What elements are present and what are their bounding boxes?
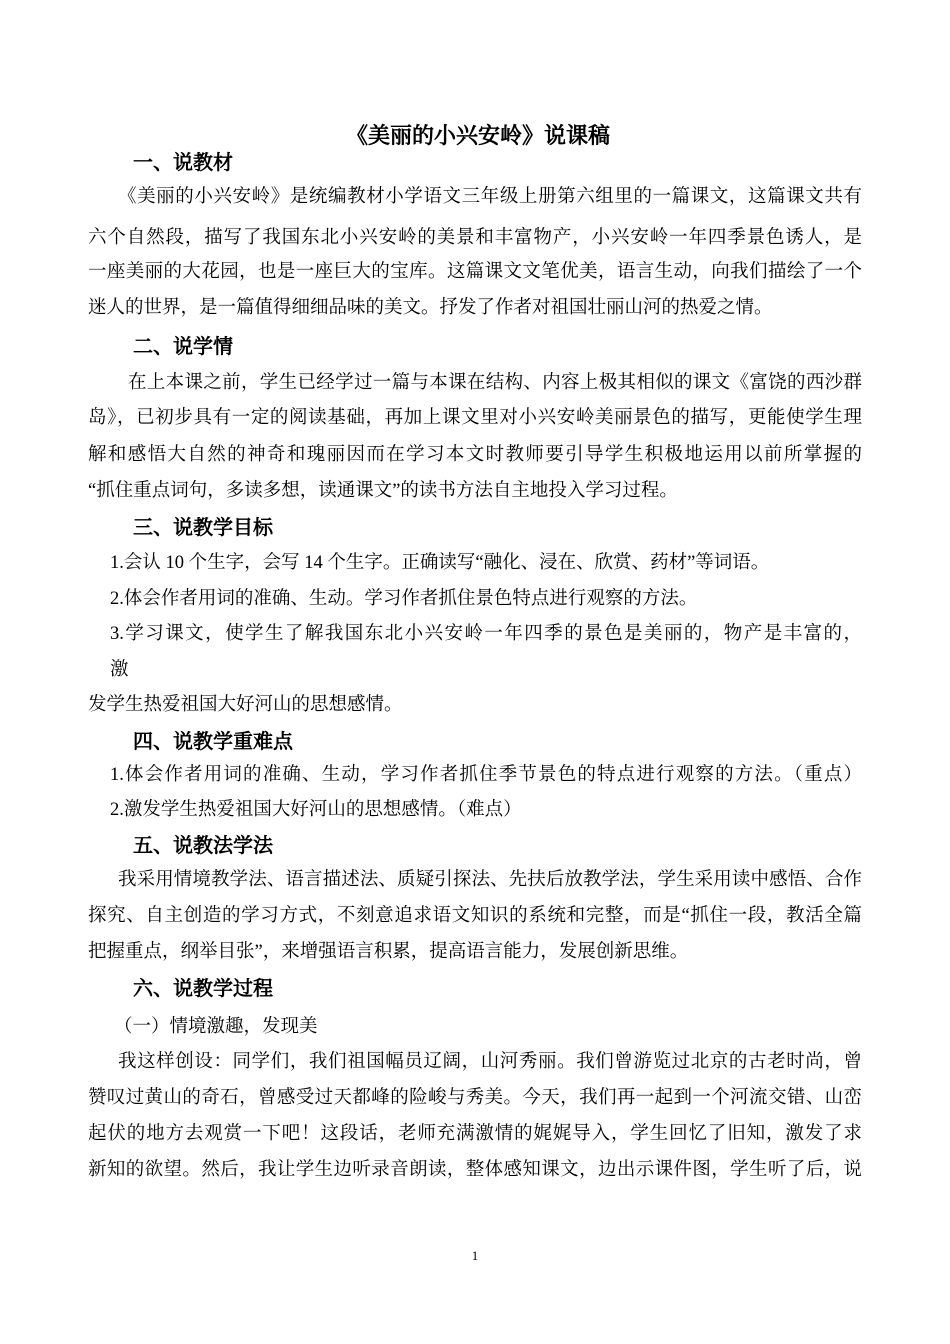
list-item: 3.学习课文，使学生了解我国东北小兴安岭一年四季的景色是美丽的，物产是丰富的， xyxy=(110,624,862,644)
paragraph-line: 在上本课之前，学生已经学过一篇与本课在结构、内容上极其相似的课文《富饶的西沙群 xyxy=(128,373,862,393)
paragraph-line: 迷人的世界，是一篇值得细细品味的美文。抒发了作者对祖国壮丽山河的热爱之情。 xyxy=(88,298,773,318)
section-heading: 三、说教学目标 xyxy=(133,515,273,539)
section-heading: 四、说教学重难点 xyxy=(133,729,293,753)
paragraph-line: 探究、自主创造的学习方式，不刻意追求语文知识的系统和完整，而是“抓住一段，教活全篇 xyxy=(88,906,862,926)
paragraph-line: 我这样创设：同学们，我们祖国幅员辽阔，山河秀丽。我们曾游览过北京的古老时尚，曾 xyxy=(118,1052,862,1072)
paragraph-line: 我采用情境教学法、语言描述法、质疑引探法、先扶后放教学法，学生采用读中感悟、合作 xyxy=(118,870,862,890)
section-heading: 六、说教学过程 xyxy=(133,976,273,1000)
document-title: 《美丽的小兴安岭》说课稿 xyxy=(345,124,610,149)
list-item: 1.会认 10 个生字，会写 14 个生字。正确读写“融化、浸在、欣赏、药材”等词语。 xyxy=(110,553,770,573)
paragraph-line: “抓住重点词句，多读多想，读通课文”的读书方法自主地投入学习过程。 xyxy=(88,481,678,501)
subsection-heading: （一）情境激趣，发现美 xyxy=(114,1017,318,1037)
paragraph-line: 一座美丽的大花园，也是一座巨大的宝库。这篇课文文笔优美，语言生动，向我们描绘了一个 xyxy=(88,262,862,282)
list-item: 激 xyxy=(110,660,129,680)
paragraph-line: 起伏的地方去观赏一下吧！这段话，老师充满激情的娓娓导入，学生回忆了旧知，激发了求 xyxy=(88,1124,862,1144)
section-heading: 五、说教法学法 xyxy=(133,833,273,857)
list-item: 2.体会作者用词的准确、生动。学习作者抓住景色特点进行观察的方法。 xyxy=(110,589,698,609)
paragraph-line: 解和感悟大自然的神奇和瑰丽因而在学习本文时教师要引导学生积极地运用以前所掌握的 xyxy=(88,445,862,465)
paragraph-line: 把握重点，纲举目张”，来增强语言积累，提高语言能力，发展创新思维。 xyxy=(88,942,689,962)
list-item: 1.体会作者用词的准确、生动，学习作者抓住季节景色的特点进行观察的方法。（重点） xyxy=(110,765,862,785)
paragraph-line: 六个自然段，描写了我国东北小兴安岭的美景和丰富物产，小兴安岭一年四季景色诱人，是 xyxy=(88,228,862,248)
page-number: 1 xyxy=(471,1248,479,1263)
section-heading: 一、说教材 xyxy=(133,150,233,174)
list-item: 2.激发学生热爱祖国大好河山的思想感情。（难点） xyxy=(110,800,522,820)
paragraph-line: 新知的欲望。然后，我让学生边听录音朗读，整体感知课文，边出示课件图，学生听了后，说 xyxy=(88,1160,862,1180)
paragraph-line: 《美丽的小兴安岭》是统编教材小学语文三年级上册第六组里的一篇课文，这篇课文共有 xyxy=(118,187,862,207)
paragraph-line: 岛》，已初步具有一定的阅读基础，再加上课文里对小兴安岭美丽景色的描写，更能使学生理 xyxy=(88,408,862,428)
paragraph-line: 赞叹过黄山的奇石，曾感受过天都峰的险峻与秀美。今天，我们再一起到一个河流交错、山峦 xyxy=(88,1088,862,1108)
section-heading: 二、说学情 xyxy=(133,334,233,358)
list-item: 发学生热爱祖国大好河山的思想感情。 xyxy=(88,695,403,715)
